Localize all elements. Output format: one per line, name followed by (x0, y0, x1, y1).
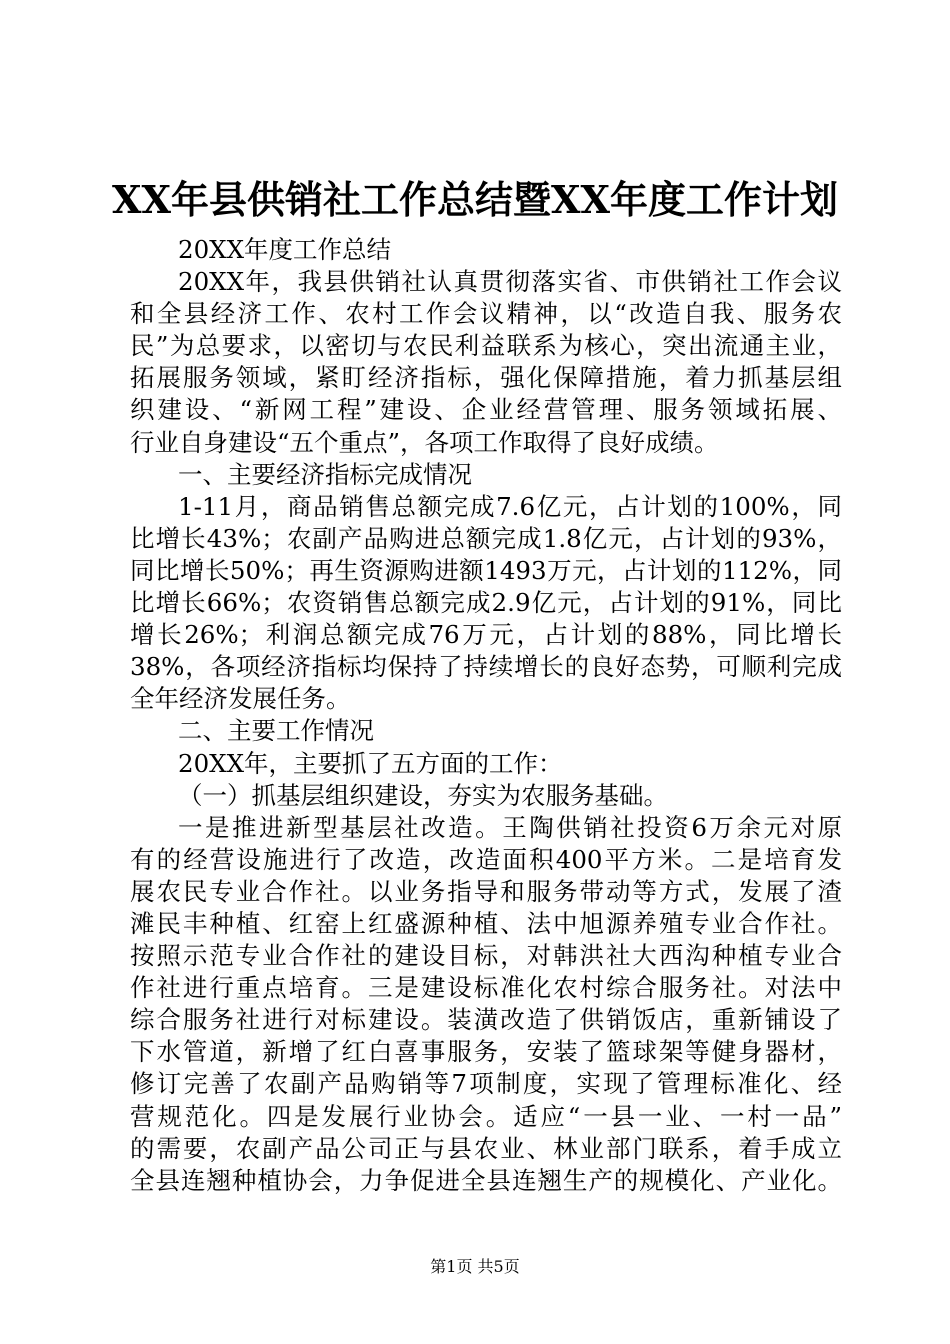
text-line: 20XX年，我县供销社认真贯彻落实省、市供销社工作会议 (178, 267, 842, 297)
text-line: 一、主要经济指标完成情况 (178, 459, 472, 489)
text-line: 营规范化。四是发展行业协会。适应“一县一业、一村一品” (130, 1101, 842, 1131)
text-line: 二、主要工作情况 (178, 716, 374, 746)
text-line: （一）抓基层组织建设，夯实为农服务基础。 (178, 780, 668, 810)
page-footer: 第1页 共5页 (430, 1257, 520, 1276)
text-line: 全县连翘种植协会，力争促进全县连翘生产的规模化、产业化。 (130, 1165, 842, 1195)
text-line: 民”为总要求，以密切与农民利益联系为核心，突出流通主业， (130, 331, 842, 361)
text-line: 按照示范专业合作社的建设目标，对韩洪社大西沟种植专业合 (130, 941, 842, 971)
text-line: 下水管道，新增了红白喜事服务，安装了篮球架等健身器材， (130, 1037, 842, 1067)
document-title: XX年县供销社工作总结暨XX年度工作计划 (112, 177, 838, 222)
text-line: 比增长66%；农资销售总额完成2.9亿元，占计划的91%，同比 (130, 588, 842, 618)
text-line: 增长26%；利润总额完成76万元，占计划的88%，同比增长 (130, 620, 842, 650)
text-line: 同比增长50%；再生资源购进额1493万元，占计划的112%，同 (130, 555, 842, 585)
text-line: 全年经济发展任务。 (130, 684, 351, 714)
text-line: 拓展服务领域，紧盯经济指标，强化保障措施，着力抓基层组 (130, 363, 842, 393)
text-line: 一是推进新型基层社改造。王陶供销社投资6万余元对原 (178, 812, 842, 842)
text-line: 作社进行重点培育。三是建设标准化农村综合服务社。对法中 (130, 973, 842, 1003)
text-line: 织建设、“新网工程”建设、企业经营管理、服务领域拓展、 (130, 395, 842, 425)
text-line: 有的经营设施进行了改造，改造面积400平方米。二是培育发 (130, 844, 842, 874)
text-line: 和全县经济工作、农村工作会议精神，以“改造自我、服务农 (130, 299, 842, 329)
text-line: 展农民专业合作社。以业务指导和服务带动等方式，发展了渣 (130, 876, 842, 906)
text-line: 综合服务社进行对标建设。装潢改造了供销饭店，重新铺设了 (130, 1005, 842, 1035)
text-line: 滩民丰种植、红窑上红盛源种植、法中旭源养殖专业合作社。 (130, 908, 842, 938)
text-line: 修订完善了农副产品购销等7项制度，实现了管理标准化、经 (130, 1069, 842, 1099)
text-line: 38%，各项经济指标均保持了持续增长的良好态势，可顺利完成 (130, 652, 842, 682)
text-line: 的需要，农副产品公司正与县农业、林业部门联系，着手成立 (130, 1133, 842, 1163)
text-line: 1-11月，商品销售总额完成7.6亿元，占计划的100%，同 (178, 491, 842, 521)
text-line: 比增长43%；农副产品购进总额完成1.8亿元，占计划的93%， (130, 523, 842, 553)
text-line: 行业自身建设“五个重点”，各项工作取得了良好成绩。 (130, 427, 719, 457)
text-line: 20XX年，主要抓了五方面的工作： (178, 748, 563, 778)
text-line: 20XX年度工作总结 (178, 235, 392, 264)
document-body (130, 234, 842, 1197)
